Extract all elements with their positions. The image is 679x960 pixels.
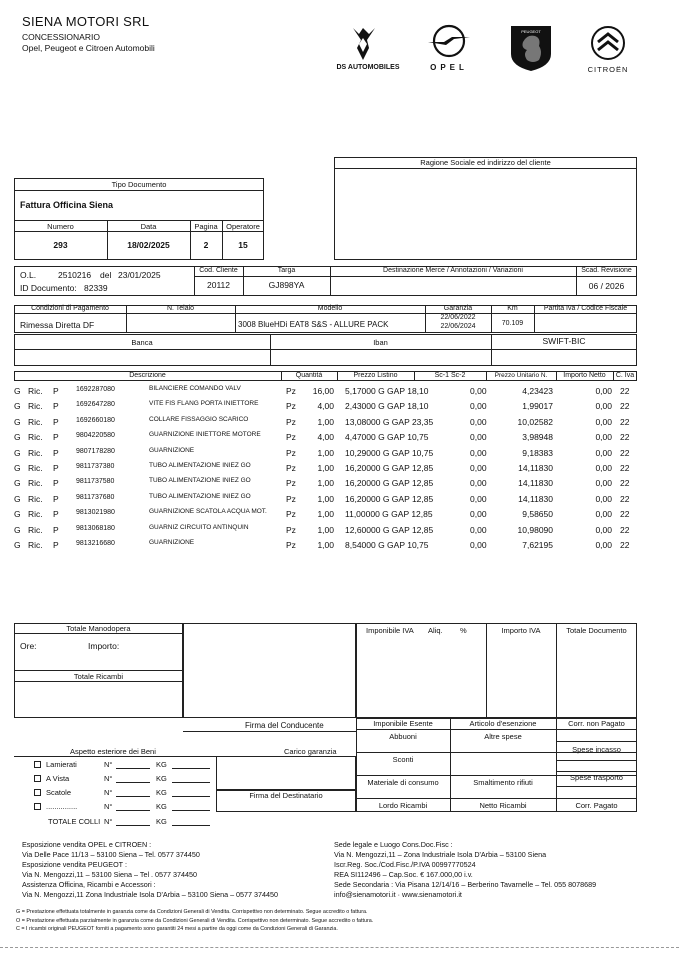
- row-um: Pz: [286, 401, 296, 412]
- goods-n-label: N°: [104, 774, 113, 783]
- row-code: 9811737580: [76, 478, 115, 486]
- row-ric: Ric.: [28, 524, 43, 535]
- col-prezzo-listino: Prezzo Listino: [353, 372, 398, 379]
- table-row: [0, 430, 679, 444]
- row-p: P: [53, 478, 59, 489]
- aliq-label: Aliq.: [428, 626, 443, 635]
- row-p: P: [53, 540, 59, 550]
- row-p: P: [53, 524, 59, 535]
- row-ric: Ric.: [28, 540, 43, 550]
- row-prezzo-unitario: 9,58650: [522, 509, 553, 520]
- footer-left-line: Via N. Mengozzi,11 – 53100 Siena – Tel . 0577 374450: [22, 870, 198, 879]
- col-sconti: Sc-1 Sc-2: [434, 372, 466, 379]
- row-quantity: 1,00: [317, 447, 334, 458]
- tipo-documento-label: Tipo Documento: [111, 180, 167, 189]
- peugeot-logo: [509, 24, 553, 72]
- imponibile-iva-label: Imponibile IVA: [366, 626, 414, 635]
- row-um: Pz: [286, 478, 296, 489]
- firma-conducente-label: Firma del Conducente: [245, 721, 324, 730]
- id-documento-value: 82339: [84, 283, 108, 293]
- garanzia-end: 22/06/2024: [440, 323, 476, 330]
- modello-label: Modello: [317, 305, 343, 312]
- ds-logo: [333, 26, 403, 76]
- company-brands: Opel, Peugeot e Citroen Automobili: [22, 43, 155, 53]
- totale-manodopera-label: Totale Manodopera: [66, 624, 131, 633]
- row-quantity: 1,00: [317, 540, 334, 550]
- goods-label: Scatole: [46, 788, 72, 797]
- row-um: Pz: [286, 432, 296, 443]
- footer-right-line: Iscr.Reg. Soc./Cod.Fisc./P.IVA 00997770524: [334, 860, 476, 869]
- goods-kg-label: KG: [156, 788, 167, 797]
- footer-left: [22, 840, 278, 900]
- row-prezzo-listino: 8,54000 G GAP 10,75: [345, 540, 429, 550]
- client-box-header: Ragione Sociale ed indirizzo del cliente: [420, 158, 551, 167]
- row-prezzo-listino: 16,20000 G GAP 12,85: [345, 493, 434, 504]
- ol-label: O.L.: [20, 270, 37, 280]
- row-prezzo-listino: 16,20000 G GAP 12,85: [345, 463, 434, 473]
- row-flag: G: [14, 447, 21, 458]
- table-row: [0, 507, 679, 521]
- row-um: Pz: [286, 463, 296, 473]
- row-description: GUARNIZIONE: [149, 446, 195, 454]
- row-p: P: [53, 509, 59, 520]
- row-code: 1692647280: [76, 401, 115, 409]
- totale-colli-n: N°: [104, 817, 113, 826]
- footer-right-line: info@sienamotori.it · www.sienamotori.it: [334, 890, 462, 899]
- telaio-label: N. Telaio: [166, 305, 195, 312]
- row-um: Pz: [286, 416, 296, 427]
- row-ric: Ric.: [28, 493, 43, 504]
- peugeot-lion-icon: [509, 24, 553, 72]
- lordo-ricambi-label: Lordo Ricambi: [378, 801, 428, 810]
- iva-box: [356, 623, 637, 718]
- row-quantity: 1,00: [317, 493, 334, 504]
- corr-non-pagato-label: Corr. non Pagato: [568, 719, 625, 728]
- row-code: 9807178280: [76, 447, 115, 455]
- row-p: P: [53, 386, 59, 396]
- opel-logo: [414, 22, 484, 76]
- company-name: SIENA MOTORI SRL: [22, 14, 150, 29]
- netto-ricambi-label: Netto Ricambi: [479, 801, 527, 810]
- cod-cliente-label: Cod. Cliente: [199, 267, 238, 274]
- ore-label: Ore:: [20, 641, 37, 651]
- carico-garanzia-box: [216, 756, 356, 790]
- col-iva: C. Iva: [615, 372, 635, 379]
- table-row: [0, 492, 679, 506]
- row-ric: Ric.: [28, 509, 43, 520]
- operatore-label: Operatore: [226, 222, 260, 231]
- goods-checkbox[interactable]: [34, 789, 41, 796]
- table-row: [0, 461, 679, 475]
- totale-colli-kg: KG: [156, 817, 167, 826]
- footer-right-line: Via N. Mengozzi,11 – Zona Industriale Isola D'Arbia – 53100 Siena: [334, 850, 547, 859]
- row-prezzo-listino: 13,08000 G GAP 23,35: [345, 416, 434, 427]
- row-um: Pz: [286, 509, 296, 520]
- row-code: 9811737380: [76, 463, 115, 470]
- goods-checkbox[interactable]: [34, 761, 41, 768]
- peugeot-logo-label: PEUGEOT: [521, 29, 541, 34]
- iban-label: Iban: [373, 338, 388, 347]
- ds-logo-icon: [333, 26, 403, 62]
- footer-note: O = Prestazione effettuata parzialmente in garanzia come da Condizioni Generali di Vendita. Corrispettivo non determinato. Segue accredito o fattura.: [16, 917, 374, 924]
- citroen-logo: [578, 24, 638, 76]
- table-row: [0, 446, 679, 460]
- row-prezzo-listino: 16,20000 G GAP 12,85: [345, 478, 434, 489]
- smaltimento-rifiuti-label: Smaltimento rifiuti: [473, 778, 533, 787]
- middle-blank-box: [183, 623, 356, 718]
- sconti-label: Sconti: [392, 755, 414, 764]
- row-quantity: 1,00: [317, 478, 334, 489]
- imponibile-esente-label: Imponibile Esente: [373, 719, 433, 728]
- table-row: [0, 538, 679, 552]
- row-flag: G: [14, 401, 21, 412]
- goods-label: ...............: [46, 802, 78, 811]
- goods-n-label: N°: [104, 788, 113, 797]
- opel-logo-label: OPEL: [430, 63, 468, 72]
- totale-documento-label: Totale Documento: [566, 626, 627, 635]
- row-prezzo-listino: 4,47000 G GAP 10,75: [345, 432, 429, 443]
- ol-number: 2510216: [58, 270, 92, 280]
- row-quantity: 1,00: [317, 416, 334, 427]
- scad-revisione-label: Scad. Revisione: [581, 267, 632, 274]
- numero-label: Numero: [47, 222, 74, 231]
- row-p: P: [53, 416, 59, 427]
- km-value: 70.109: [501, 320, 524, 327]
- row-flag: G: [14, 386, 21, 396]
- row-sconto: 0,00: [470, 463, 487, 473]
- row-importo-netto: 0,00: [595, 416, 612, 427]
- km-label: Km: [507, 305, 518, 312]
- row-um: Pz: [286, 493, 296, 504]
- row-description: GUARNIZIONE INIETTORE MOTORE: [149, 431, 261, 439]
- row-quantity: 16,00: [312, 386, 334, 396]
- row-ric: Ric.: [28, 401, 43, 412]
- goods-checkbox[interactable]: [34, 775, 41, 782]
- footer-left-line: Assistenza Officina, Ricambi e Accessori :: [22, 880, 156, 889]
- row-code: 9813021980: [76, 509, 115, 517]
- row-um: Pz: [286, 524, 296, 535]
- row-iva: 22: [620, 509, 630, 520]
- row-quantity: 4,00: [317, 401, 334, 412]
- citroen-chevrons-icon: [578, 24, 638, 62]
- goods-n-label: N°: [104, 760, 113, 769]
- col-prezzo-unitario: Prezzo Unitario N.: [494, 372, 548, 379]
- table-row: [0, 399, 679, 413]
- row-flag: G: [14, 524, 21, 535]
- spese-incasso-label: Spese incasso: [572, 745, 621, 754]
- footer-left-line: Esposizione vendita OPEL e CITROEN :: [22, 840, 152, 849]
- row-importo-netto: 0,00: [595, 493, 612, 504]
- row-description: COLLARE FISSAGGIO SCARICO: [149, 415, 249, 423]
- id-documento-label: ID Documento:: [20, 283, 77, 293]
- piva-label: Partita Iva / Codice Fiscale: [543, 305, 628, 312]
- cod-cliente-value: 20112: [206, 280, 230, 290]
- row-prezzo-unitario: 3,98948: [522, 432, 553, 443]
- row-sconto: 0,00: [470, 509, 487, 520]
- row-importo-netto: 0,00: [595, 432, 612, 443]
- row-description: TUBO ALIMENTAZIONE INIEZ GO: [149, 477, 251, 485]
- row-ric: Ric.: [28, 478, 43, 489]
- row-p: P: [53, 432, 59, 443]
- row-prezzo-unitario: 14,11830: [518, 478, 553, 489]
- row-iva: 22: [620, 463, 630, 473]
- row-flag: G: [14, 416, 21, 427]
- condizioni-label: Condizioni di Pagamento: [31, 305, 109, 312]
- row-flag: G: [14, 478, 21, 489]
- row-prezzo-unitario: 4,23423: [522, 386, 553, 396]
- row-p: P: [53, 463, 59, 473]
- data-value: 18/02/2025: [127, 240, 170, 250]
- goods-label: A Vista: [46, 774, 70, 783]
- row-iva: 22: [620, 540, 630, 550]
- row-description: GUARNIZIONE SCATOLA ACQUA MOT.: [149, 508, 267, 516]
- footer-note: C = I ricambi originali PEUGEOT forniti a pagamento sono garantiti 24 mesi a partire da oggi come da Condizioni Generali di Garanzia.: [16, 926, 338, 932]
- row-prezzo-unitario: 10,98090: [517, 524, 553, 535]
- col-importo-netto: Importo Netto: [563, 372, 606, 379]
- pagina-value: 2: [203, 240, 209, 250]
- row-sconto: 0,00: [470, 524, 487, 535]
- abbuoni-label: Abbuoni: [389, 732, 417, 741]
- row-description: VITE FIS FLANG PORTA INIETTORE: [149, 400, 259, 408]
- row-code: 9811737680: [76, 493, 115, 501]
- ol-del: del: [100, 270, 112, 280]
- corr-pagato-label: Corr. Pagato: [575, 801, 618, 810]
- row-prezzo-unitario: 9,18383: [522, 447, 553, 458]
- row-description: GUARNIZ CIRCUITO ANTINQUIN: [149, 523, 249, 531]
- row-prezzo-listino: 11,00000 G GAP 12,85: [345, 509, 433, 520]
- footer-note: G = Prestazione effettuata totalmente in garanzia come da Condizioni Generali di Vendita. Corrispettivo non determinato. Segue accredito o fattura.: [16, 909, 368, 915]
- swift-label: SWIFT-BIC: [542, 336, 586, 346]
- goods-kg-label: KG: [156, 802, 167, 811]
- importo-iva-label: Importo IVA: [501, 626, 541, 635]
- ol-date: 23/01/2025: [118, 270, 161, 280]
- row-sconto: 0,00: [470, 432, 487, 443]
- row-importo-netto: 0,00: [595, 463, 612, 473]
- articolo-esenzione-label: Articolo d'esenzione: [469, 719, 537, 728]
- aspetto-beni-label: Aspetto esteriore dei Beni: [70, 747, 156, 756]
- row-description: BILANCIERE COMANDO VALV: [149, 385, 241, 392]
- targa-value: GJ898YA: [268, 280, 305, 290]
- totale-ricambi-label: Totale Ricambi: [73, 672, 124, 681]
- condizioni-value: Rimessa Diretta DF: [20, 320, 95, 330]
- footer-right-line: Sede Secondaria : Via Pisana 12/14/16 – Berberino Tavarnelle – Tel. 055 8078689: [334, 880, 597, 889]
- row-code: 9813216680: [76, 540, 115, 547]
- row-ric: Ric.: [28, 432, 43, 443]
- row-description: TUBO ALIMENTAZIONE INIEZ GO: [149, 462, 251, 469]
- row-code: 9804220580: [76, 432, 115, 440]
- materiale-consumo-label: Materiale di consumo: [367, 778, 439, 787]
- row-iva: 22: [620, 524, 630, 535]
- opel-logo-icon: [414, 22, 484, 60]
- row-prezzo-unitario: 10,02582: [517, 416, 553, 427]
- citroen-logo-label: CITROËN: [587, 65, 629, 74]
- altre-spese-label: Altre spese: [484, 732, 522, 741]
- row-flag: G: [14, 540, 21, 550]
- row-prezzo-unitario: 7,62195: [522, 540, 553, 550]
- garanzia-start: 22/06/2022: [440, 314, 476, 321]
- goods-kg-label: KG: [156, 774, 167, 783]
- table-row: [0, 384, 679, 398]
- row-flag: G: [14, 493, 21, 504]
- spese-trasporto-label: Spese trasporto: [570, 773, 623, 782]
- row-importo-netto: 0,00: [595, 401, 612, 412]
- banca-label: Banca: [131, 338, 153, 347]
- data-label: Data: [140, 222, 157, 231]
- row-description: TUBO ALIMENTAZIONE INIEZ GO: [149, 492, 251, 500]
- row-quantity: 4,00: [317, 432, 334, 443]
- row-sconto: 0,00: [470, 416, 487, 427]
- goods-n-label: N°: [104, 802, 113, 811]
- row-importo-netto: 0,00: [595, 447, 612, 458]
- carico-garanzia-label: Carico garanzia: [284, 747, 337, 756]
- row-importo-netto: 0,00: [595, 386, 612, 396]
- row-iva: 22: [620, 447, 630, 458]
- footer-right-line: REA SI112496 – Cap.Soc. € 167.000,00 i.v.: [334, 870, 473, 879]
- row-sconto: 0,00: [470, 447, 487, 458]
- row-p: P: [53, 493, 59, 504]
- row-importo-netto: 0,00: [595, 524, 612, 535]
- table-row: [0, 476, 679, 490]
- percent-label: %: [460, 626, 467, 635]
- row-ric: Ric.: [28, 416, 43, 427]
- table-row: [0, 415, 679, 429]
- goods-kg-label: KG: [156, 760, 167, 769]
- footer-notes: [16, 908, 373, 934]
- table-row: [0, 523, 679, 537]
- row-p: P: [53, 401, 59, 412]
- targa-label: Targa: [277, 267, 296, 274]
- row-p: P: [53, 447, 59, 458]
- garanzia-label: Garanzia: [443, 305, 473, 312]
- row-iva: 22: [620, 401, 630, 412]
- row-code: 1692660180: [76, 416, 115, 424]
- row-sconto: 0,00: [470, 386, 487, 396]
- row-prezzo-listino: 2,43000 G GAP 18,10: [345, 401, 429, 412]
- row-code: 1692287080: [76, 386, 115, 393]
- goods-label: Lamierati: [46, 760, 77, 769]
- client-box: [334, 157, 637, 260]
- row-description: GUARNIZIONE: [149, 539, 195, 546]
- goods-checkbox[interactable]: [34, 803, 41, 810]
- row-importo-netto: 0,00: [595, 540, 612, 550]
- row-quantity: 1,00: [317, 524, 334, 535]
- row-iva: 22: [620, 493, 630, 504]
- destinazione-label: Destinazione Merce / Annotazioni / Variazioni: [383, 267, 523, 274]
- footer-left-line: Via N. Mengozzi,11 Zona Industriale Isola D'Arbia – 53100 Siena – 0577 374450: [22, 890, 279, 899]
- operatore-value: 15: [238, 240, 248, 250]
- company-subtitle: CONCESSIONARIO: [22, 32, 100, 42]
- col-descrizione: Descrizione: [129, 372, 166, 379]
- row-importo-netto: 0,00: [595, 509, 612, 520]
- scad-revisione-value: 06 / 2026: [588, 281, 625, 291]
- importo-label: Importo:: [88, 641, 120, 651]
- tipo-documento-value: Fattura Officina Siena: [20, 200, 114, 210]
- pagina-label: Pagina: [194, 222, 218, 231]
- row-sconto: 0,00: [470, 493, 487, 504]
- row-iva: 22: [620, 386, 630, 396]
- totale-colli-label: TOTALE COLLI: [48, 817, 101, 826]
- row-iva: 22: [620, 478, 630, 489]
- row-flag: G: [14, 463, 21, 473]
- row-ric: Ric.: [28, 463, 43, 473]
- numero-value: 293: [53, 240, 68, 250]
- row-code: 9813068180: [76, 524, 115, 532]
- row-prezzo-unitario: 14,11830: [518, 493, 553, 504]
- row-ric: Ric.: [28, 386, 43, 396]
- row-flag: G: [14, 509, 21, 520]
- footer-right-line: Sede legale e Luogo Cons.Doc.Fisc :: [334, 840, 453, 849]
- col-quantita: Quantità: [295, 372, 323, 379]
- row-prezzo-unitario: 14,11830: [518, 463, 553, 473]
- row-quantity: 1,00: [317, 463, 334, 473]
- row-sconto: 0,00: [470, 478, 487, 489]
- row-um: Pz: [286, 447, 296, 458]
- row-importo-netto: 0,00: [595, 478, 612, 489]
- modello-value: 3008 BlueHDi EAT8 S&S - ALLURE PACK: [238, 320, 389, 329]
- row-sconto: 0,00: [470, 401, 487, 412]
- row-prezzo-listino: 5,17000 G GAP 18,10: [345, 386, 429, 396]
- footer-left-line: Esposizione vendita PEUGEOT :: [22, 860, 127, 869]
- row-prezzo-listino: 12,60000 G GAP 12,85: [345, 524, 434, 535]
- ds-logo-label: DS AUTOMOBILES: [336, 64, 400, 71]
- row-flag: G: [14, 432, 21, 443]
- row-prezzo-unitario: 1,99017: [522, 401, 553, 412]
- row-um: Pz: [286, 540, 296, 550]
- row-iva: 22: [620, 416, 630, 427]
- row-sconto: 0,00: [470, 540, 487, 550]
- row-prezzo-listino: 10,29000 G GAP 10,75: [345, 447, 434, 458]
- row-quantity: 1,00: [317, 509, 334, 520]
- firma-destinatario-label: Firma del Destinatario: [249, 791, 323, 800]
- row-iva: 22: [620, 432, 630, 443]
- row-um: Pz: [286, 386, 296, 396]
- row-ric: Ric.: [28, 447, 43, 458]
- footer-left-line: Via Delle Pace 11/13 – 53100 Siena – Tel. 0577 374450: [22, 850, 200, 859]
- footer-right: [334, 840, 596, 900]
